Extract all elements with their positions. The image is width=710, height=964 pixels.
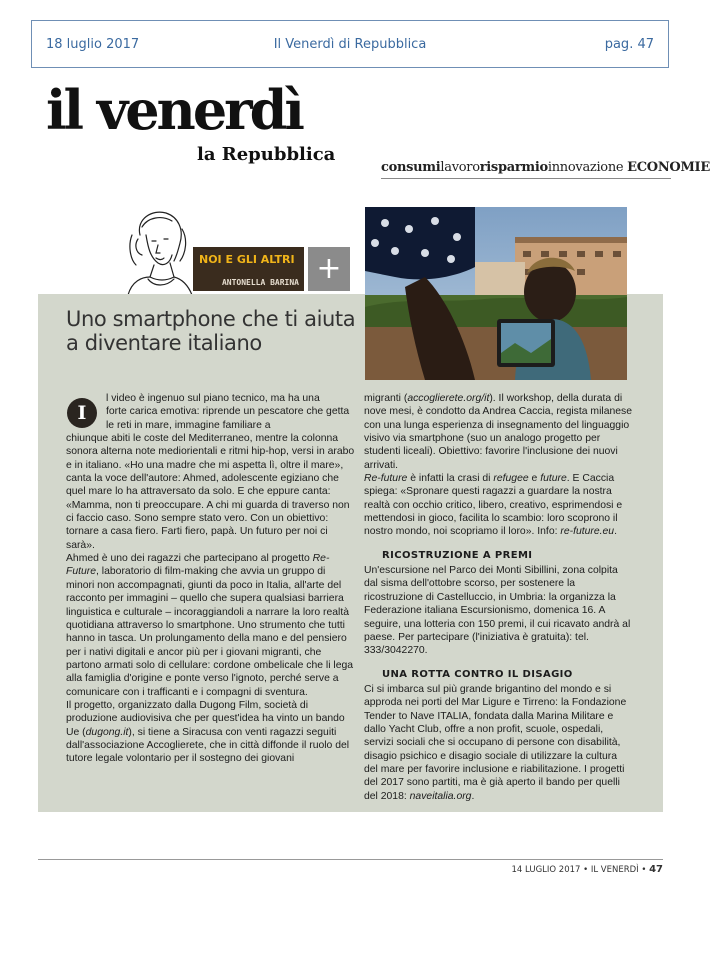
text-run: migranti (	[364, 393, 408, 404]
article-photo	[365, 207, 627, 380]
article-column-2	[364, 392, 632, 803]
section-economie: ECONOMIE	[627, 160, 710, 175]
text-run: Ahmed è uno dei ragazzi che partecipano al progetto	[66, 553, 310, 565]
column-label	[193, 247, 304, 291]
page-footer	[512, 864, 663, 875]
clipping-header	[31, 20, 669, 68]
paragraph-intro-2: forte carica emotiva: riprende un pescatore che getta le reti in mare, immagine familiare a	[106, 406, 350, 431]
paragraph-refuture	[364, 472, 632, 539]
paragraph-rotta	[364, 683, 632, 803]
text-run: .	[614, 526, 617, 538]
header-date: 18 luglio 2017	[46, 37, 140, 52]
masthead-rule	[381, 178, 671, 179]
dropcap: I	[67, 398, 97, 428]
emphasis: dugong.it	[85, 726, 129, 738]
emphasis: Re-future	[364, 473, 408, 485]
article-headline: Uno smartphone che ti aiuta a diventare italiano	[66, 307, 356, 355]
footer-text: 14 LUGLIO 2017 • IL VENERDÌ •	[511, 865, 647, 875]
text-run: ), si tiene a Siracusa con venti ragazzi seguiti dall'associazione Accoglierete, che in città diffonde il ruolo del tutore legale volontario per il sostegno dei giovani	[66, 726, 350, 765]
header-publication: Il Venerdì di Repubblica	[273, 37, 427, 52]
section-risparmio: risparmio	[479, 160, 548, 175]
text-run: è infatti la crasi di	[407, 473, 494, 485]
section-innovazione: innovazione	[547, 160, 624, 175]
footer-rule	[38, 859, 663, 860]
column-author: ANTONELLA BARINA	[221, 278, 299, 287]
footer-page: 47	[649, 864, 663, 875]
emphasis: future	[540, 473, 567, 485]
paragraph-organizer	[66, 699, 356, 766]
columnist-portrait-icon	[118, 205, 196, 297]
paragraph-ricostruzione: Un'escursione nel Parco dei Monti Sibillini, zona colpita dal sisma dell'ottobre scorso, per sostenere la ricostruzione di Castelluccio, in Umbria: la organizza la Federazione italiana Escursionismo, domenica 16. A seguire, una lotteria con 150 premi, il cui ricavato andrà al paese. Per partecipare (l'iniziativa è gratuita): tel. 333/3042270.	[364, 565, 631, 657]
text-run: ). Il workshop, della durata di nove mesi, è condotto da Andrea Caccia, regista milanese con una lunga esperienza di insegnamento del linguaggio visivo via smartphone (suo un analogo progetto per studenti liceali). Obiettivo: favorire l'inclusione dei nuovi arrivati.	[364, 393, 632, 471]
subheading-rotta: UNA ROTTA CONTRO IL DISAGIO	[382, 668, 573, 680]
paragraph-workshop	[364, 392, 632, 472]
emphasis: accoglierete.org/it	[407, 393, 490, 404]
text-run: . E Caccia spiega: «Spronare questi ragazzi a guardare la nostra realtà con occhio critico, libero, creativo, esprimendosi e mettendosi in gioco, facilita lo scambio: loro scoprono il nostro mondo, noi scopriamo il loro». Info:	[364, 473, 623, 538]
masthead-logo: il venerdì	[46, 78, 302, 142]
section-lavoro: lavoro	[440, 160, 480, 175]
masthead-sublogo: la Repubblica	[197, 144, 336, 165]
paragraph-project	[66, 552, 356, 699]
subheading-ricostruzione: RICOSTRUZIONE A PREMI	[382, 549, 533, 561]
article-column-1	[66, 392, 356, 766]
text-run: .	[471, 790, 475, 802]
section-navigation	[381, 160, 710, 175]
paragraph-intro-1: l video è ingenuo sul piano tecnico, ma ha una	[106, 393, 320, 404]
text-run: e	[528, 473, 541, 485]
section-consumi: consumi	[381, 160, 441, 175]
header-page: pag. 47	[604, 37, 654, 52]
text-run: Il progetto, organizzato dalla Dugong Film, società di produzione audiovisiva che per quest'idea ha vinto un bando Ue (	[66, 699, 345, 738]
plus-icon: +	[308, 247, 350, 291]
emphasis: naveitalia.org	[409, 790, 472, 802]
emphasis: Re-Future	[66, 553, 330, 578]
paragraph-intro-3: chiunque abiti le coste del Mediterraneo, mentre la colonna sonora alterna note mediorientali e ritmi hip-hop, versi in arabo e in italiano. «Ho una madre che mi aspetta lì, oltre il mare», canta la voce dell'autore: Ahmed, adolescente egiziano che quel mare lo ha attraversato da solo. E che eppure canta: «Mamma, non ti preoccupare. A chi mi guarda di traverso non ci faccio caso. Sono sempre stato vero. Con un obiettivo: tornare a casa fiero. Farti fiero, papà. Un futuro per noi ci sarà».	[66, 433, 355, 551]
text-run: , laboratorio di film-making che avvia un gruppo di minori non accompagnati, giunti da poco in Italia, all'arte del racconto per immagini – quello che supera qualsiasi barriera linguistica e culturale – incoraggiandoli a narrare la loro realtà quotidiana attraverso lo smartphone. Uno strumento che tutti hanno in tasca. Un prolungamento della mano e del pensiero per i nativi digitali e ancor più per i giovani migranti, che partono armati solo di cellulare: cordone ombelicale che li lega alla famiglia d'origine e ponte verso l'ignoto, perché serve a comunicare con i trafficanti e i compagni di sventura.	[66, 566, 354, 698]
column-title: NOI E GLI ALTRI	[199, 253, 295, 266]
text-run: Ci si imbarca sul più grande brigantino del mondo e si approda nei porti del Mar Ligure e Tirreno: la Fondazione Tender to Nave ITALIA, fondata dalla Marina Militare e dallo Yacht Club, offre a non profit, scuole, ospedali, servizi sociali che si occupano di persone con disabilità, disagio psichico e disagio sociale di utilizzare la cultura del mare per favorire inclusione e riabilitazione. I progetti del 2017 sono partiti, ma è già aperto il bando per quelli del 2018:	[364, 683, 627, 802]
emphasis: refugee	[493, 473, 529, 485]
emphasis: re-future.eu	[560, 526, 615, 538]
